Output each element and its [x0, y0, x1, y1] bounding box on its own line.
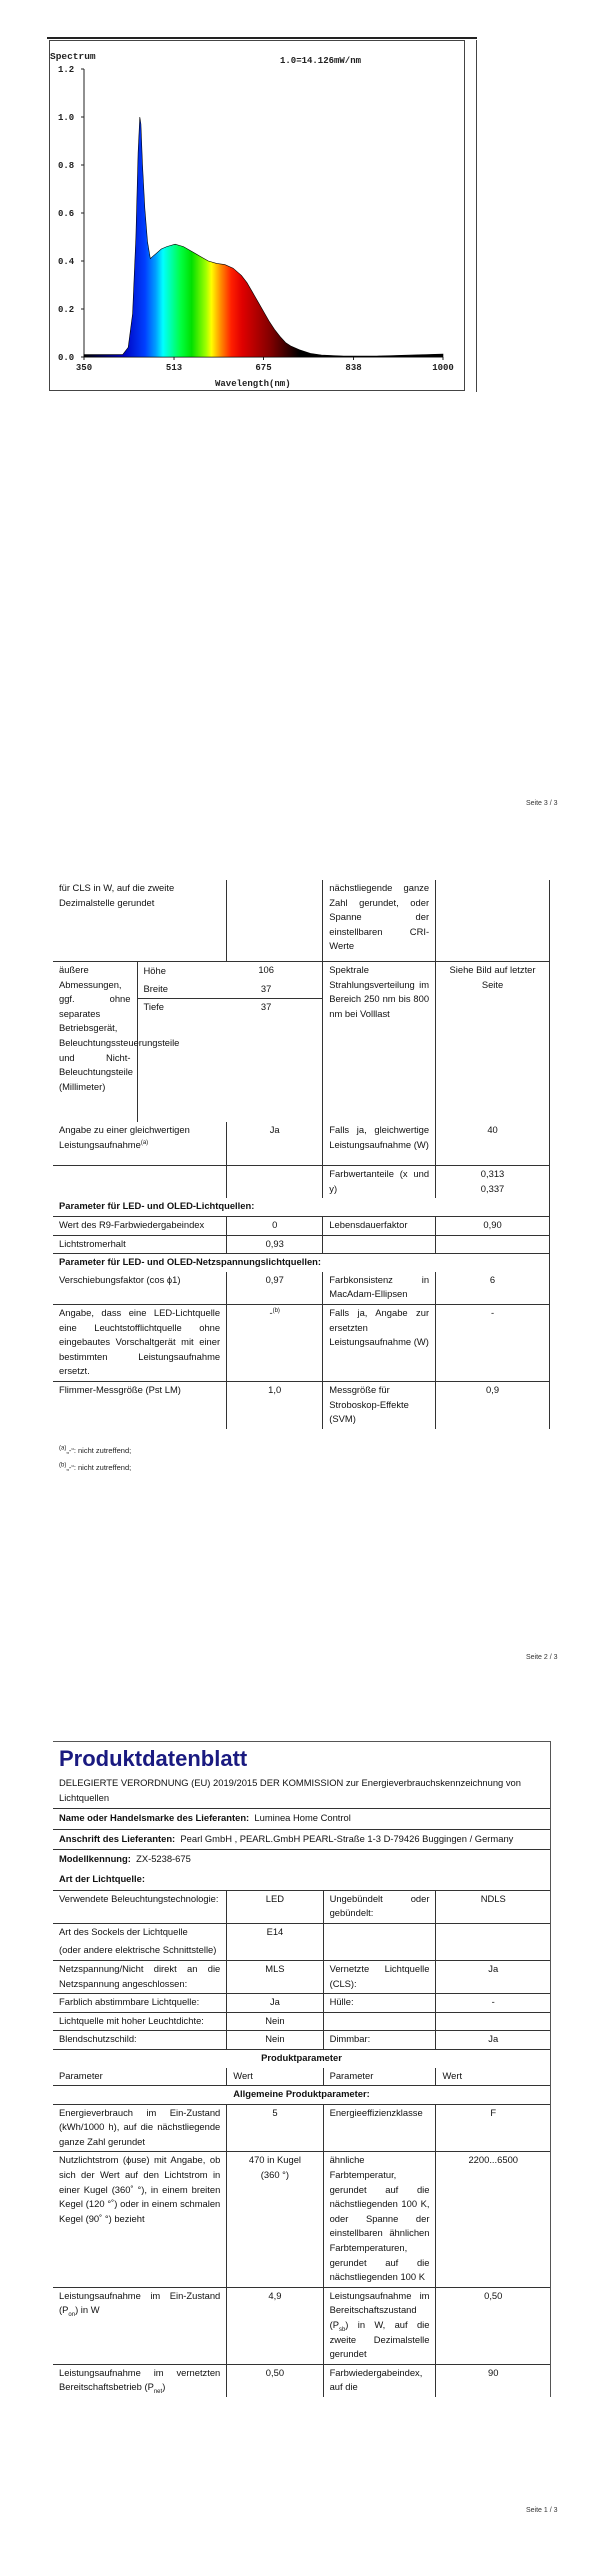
label-text: Leistungsaufnahme im Bereitschaftszustand (P	[329, 2289, 430, 2330]
page-footer: Seite 1 / 3	[526, 2507, 558, 2514]
y-tick-label: 0.0	[58, 353, 75, 363]
section-heading: Parameter für LED- und OLED-Lichtquellen:	[53, 1198, 550, 1216]
x-tick-label: 838	[345, 363, 362, 373]
cell-label: Falls ja, gleichwertige Leistungsaufnahme (W)	[323, 1122, 436, 1166]
cell-label: Farbwiedergabeindex, auf die	[323, 2364, 436, 2397]
value-text: -	[269, 1306, 273, 1318]
cell-value: Nein	[227, 2031, 323, 2050]
cell-value	[436, 1923, 550, 1960]
x-tick-label: 675	[255, 363, 272, 373]
cell-label: nächstliegende ganze Zahl gerundet, oder Spanne der einstellbaren CRI-Werte	[323, 880, 436, 962]
spectrum-chart	[0, 0, 603, 400]
footnote-ref: (a)	[140, 1139, 149, 1146]
cell-label	[323, 2012, 436, 2031]
depth-value: 37	[260, 1001, 272, 1013]
cell-label: Netzspannung/Nicht direkt an die Netzspannung angeschlossen:	[53, 1960, 227, 1993]
chroma-y: 0,337	[480, 1182, 505, 1194]
table-row	[53, 1216, 550, 1235]
cell-label: Verschiebungsfaktor (cos ϕ1)	[59, 1273, 181, 1285]
y-tick-label: 0.2	[58, 305, 75, 315]
footnote-text: „-“: nicht zutreffend;	[66, 1446, 132, 1455]
table-row	[53, 1235, 550, 1254]
cell-value	[227, 1304, 323, 1381]
table-row	[53, 2364, 550, 2397]
cell-value: Ja	[227, 1122, 323, 1166]
y-tick-label: 1.2	[58, 65, 75, 75]
cell-label: Wert des R9-Farbwiedergabeindex	[53, 1216, 227, 1235]
cell-value: 0,9	[436, 1381, 550, 1428]
cell-value: 2200...6500	[436, 2152, 550, 2287]
footnote-mark: (a)	[59, 1445, 67, 1452]
table-row	[53, 2287, 550, 2364]
cell-value: 470 in Kugel (360 °)	[227, 2152, 323, 2287]
section-heading: Produktparameter	[53, 2049, 550, 2067]
y-tick-label: 1.0	[58, 113, 75, 123]
spectrum-area	[84, 117, 443, 357]
datasheet-page-1	[53, 1741, 551, 2397]
x-tick-label: 350	[75, 363, 93, 373]
column-header: Wert	[227, 2068, 323, 2086]
cell-value: Siehe Bild auf letzter Seite	[436, 962, 550, 1123]
depth-label: Tiefe	[137, 999, 210, 1123]
page-title: Produktdatenblatt	[59, 1746, 248, 1771]
subscript: sb	[338, 2326, 346, 2333]
page-footer: Seite 2 / 3	[526, 1654, 558, 1661]
cell-value: 0,50	[436, 2287, 550, 2364]
x-tick-label: 513	[165, 363, 183, 373]
cell-value: MLS	[227, 1960, 323, 1993]
dimensions-subtable	[53, 962, 322, 1122]
cell-label: Energieeffizienzklasse	[323, 2104, 436, 2152]
cell-label	[323, 1923, 436, 1960]
y-tick-label: 0.8	[58, 161, 75, 171]
cell-value: 4,9	[227, 2287, 323, 2364]
cell-value	[227, 880, 323, 962]
cell-value: 40	[436, 1122, 550, 1166]
cell-value: 90	[436, 2364, 550, 2397]
cell-value: F	[436, 2104, 550, 2152]
footnote-mark: (b)	[59, 1462, 67, 1469]
field-value: Pearl GmbH , PEARL.GmbH PEARL-Straße 1-3 D-79426 Buggingen / Germany	[180, 1832, 514, 1844]
cell-label: Lichtstromerhalt	[53, 1235, 227, 1254]
column-header: Parameter	[59, 2069, 103, 2081]
footnote-a	[59, 1446, 131, 1455]
column-header: Parameter	[323, 2068, 436, 2086]
width-label: Breite	[137, 981, 210, 999]
table-row	[53, 1304, 550, 1381]
label-text: Leistungsaufnahme im Ein-Zustand (P	[59, 2289, 221, 2316]
product-table	[53, 1890, 550, 2397]
cell-value: Ja	[436, 1960, 550, 1993]
cell-value: 1,0	[227, 1381, 323, 1428]
footnote-ref: (b)	[272, 1307, 280, 1314]
table-row	[53, 1166, 550, 1199]
chart-annotation: 1.0=14.126mW/nm	[280, 56, 362, 66]
product-table-continued	[53, 880, 550, 1429]
dimensions-label: äußere Abmessungen, ggf. ohne separates Betriebsgerät, Beleuchtungssteuerungsteile und Nicht-Beleuchtungsteile (Millimeter)	[59, 964, 180, 1092]
cell-value: 0,97	[227, 1272, 323, 1305]
cell-value: Nein	[227, 2012, 323, 2031]
cell-label: Farbkonsistenz in MacAdam-Ellipsen	[323, 1272, 436, 1305]
model-id	[53, 1850, 550, 1870]
cell-label: Messgröße für Stroboskop-Effekte (SVM)	[323, 1381, 436, 1428]
cell-label: ähnliche Farbtemperatur, gerundet auf die nächstliegenden 100 K, oder Spanne der einstellbaren ähnlichen Farbtemperaturen, gerundet auf die nächstliegenden 100 K	[323, 2152, 436, 2287]
field-label: Modellkennung:	[59, 1853, 131, 1865]
table-row	[53, 2012, 550, 2031]
label-text: (oder andere elektrische Schnittstelle)	[59, 1944, 217, 1956]
supplier-name	[53, 1809, 550, 1830]
cell-label: Verwendete Beleuchtungstechnologie:	[53, 1890, 227, 1923]
table-row	[53, 1890, 550, 1923]
field-value: ZX-5238-675	[136, 1853, 191, 1865]
table-row	[53, 2104, 550, 2152]
footnote-b	[59, 1463, 131, 1472]
supplier-address	[53, 1830, 550, 1851]
cell-label: Nutzlichtstrom (ϕuse) mit Angabe, ob sich der Wert auf den Lichtstrom in einer Kugel (360˚ °), in einem breiten Kegel (120 °˚) oder in einem schmalen Kegel (90˚ °) bezieht	[53, 2152, 227, 2287]
column-header: Wert	[436, 2068, 550, 2086]
section-heading: Parameter für LED- und OLED-Netzspannungslichtquellen:	[53, 1254, 550, 1272]
y-tick-label: 0.6	[58, 209, 75, 219]
cell-label: Blendschutzschild:	[53, 2031, 227, 2050]
field-value: Luminea Home Control	[254, 1812, 351, 1824]
table-row	[53, 1122, 550, 1166]
table-row	[53, 2031, 550, 2050]
cell-label	[53, 2287, 227, 2364]
cell-value: 0	[227, 1216, 323, 1235]
cell-value: -	[436, 1994, 550, 2013]
table-header-row	[53, 2068, 550, 2086]
label-text: Angabe zu einer gleichwertigen Leistungsaufnahme	[59, 1124, 190, 1150]
table-row	[53, 1994, 550, 2013]
chroma-x: 0,313	[480, 1168, 505, 1180]
cell-value: 6	[436, 1272, 550, 1305]
width-value: 37	[210, 981, 322, 999]
cell-value: E14	[227, 1923, 323, 1960]
label-text: Art des Sockels der Lichtquelle	[59, 1925, 188, 1937]
x-tick-label: 1000	[432, 363, 454, 373]
cell-label: Lebensdauerfaktor	[323, 1216, 436, 1235]
cell-label: Farblich abstimmbare Lichtquelle:	[53, 1994, 227, 2013]
section-heading: Art der Lichtquelle:	[59, 1872, 145, 1884]
cell-label: Ungebündelt oder gebündelt:	[323, 1890, 436, 1923]
cell-label: Lichtquelle mit hoher Leuchtdichte:	[53, 2012, 227, 2031]
cell-label: Flimmer-Messgröße (Pst LM)	[53, 1381, 227, 1428]
label-text: ) in W, auf die zweite Dezimalstelle gerundet	[329, 2319, 430, 2360]
cell-label: Spektrale Strahlungsverteilung im Bereich 250 nm bis 800 nm bei Volllast	[323, 962, 436, 1123]
label-text: ) in W	[75, 2304, 100, 2316]
table-row	[53, 1272, 550, 1305]
page-footer: Seite 3 / 3	[526, 800, 558, 807]
cell-label: Angabe, dass eine LED-Lichtquelle eine Leuchtstofflichtquelle ohne eingebautes Vorschaltgerät mit einer bestimmten Leistungsaufnahme ersetzt.	[53, 1304, 227, 1381]
regulation-text: DELEGIERTE VERORDNUNG (EU) 2019/2015 DER KOMMISSION zur Energieverbrauchskennzeichnung von Lichtquellen	[53, 1774, 550, 1809]
cell-value: NDLS	[436, 1890, 550, 1923]
cell-label	[53, 1122, 227, 1166]
cell-label: Dimmbar:	[323, 2031, 436, 2050]
cell-value: -	[436, 1304, 550, 1381]
cell-value: 0,50	[227, 2364, 323, 2397]
cell-label	[323, 2287, 436, 2364]
cell-value	[436, 1166, 550, 1199]
field-label: Name oder Handelsmarke des Lieferanten:	[59, 1812, 250, 1824]
cell-value: 0,90	[436, 1216, 550, 1235]
cell-value: 5	[227, 2104, 323, 2152]
footnote-text: „-“: nicht zutreffend;	[66, 1463, 132, 1472]
cell-value: Ja	[227, 1994, 323, 2013]
cell-value: Ja	[436, 2031, 550, 2050]
height-label: Höhe	[137, 962, 210, 981]
cell-label: Vernetzte Lichtquelle (CLS):	[323, 1960, 436, 1993]
cell-label: Farbwertanteile (x und y)	[323, 1166, 436, 1199]
table-row	[53, 1960, 550, 1993]
label-text: Leistungsaufnahme im vernetzten Bereitschaftsbetrieb (P	[59, 2366, 221, 2393]
chart-title: Spectrum	[50, 51, 96, 62]
subscript: on	[68, 2312, 76, 2319]
cell-value	[436, 2012, 550, 2031]
table-row	[53, 1923, 550, 1960]
y-tick-label: 0.4	[58, 257, 75, 267]
section-heading: Allgemeine Produktparameter:	[53, 2086, 550, 2105]
subscript: net	[153, 2389, 163, 2396]
cell-label: Energieverbrauch im Ein-Zustand (kWh/1000 h), auf die nächstliegende ganze Zahl gerundet	[53, 2104, 227, 2152]
cell-label	[53, 2364, 227, 2397]
table-row	[53, 1381, 550, 1428]
cell-value	[436, 880, 550, 962]
cell-label: Falls ja, Angabe zur ersetzten Leistungsaufnahme (W)	[323, 1304, 436, 1381]
cell-label	[53, 1923, 227, 1960]
cell-value: LED	[227, 1890, 323, 1923]
height-value: 106	[258, 964, 274, 975]
cell-label: Hülle:	[323, 1994, 436, 2013]
table-row-dimensions	[53, 962, 550, 1123]
label-text: )	[162, 2381, 166, 2393]
cell-value: 0,93	[227, 1235, 323, 1254]
cell-label: für CLS in W, auf die zweite Dezimalstelle gerundet	[59, 882, 175, 908]
field-label: Anschrift des Lieferanten:	[59, 1832, 176, 1844]
table-row	[53, 2152, 550, 2287]
x-axis-label: Wavelength(nm)	[215, 379, 291, 389]
table-row	[53, 880, 550, 962]
